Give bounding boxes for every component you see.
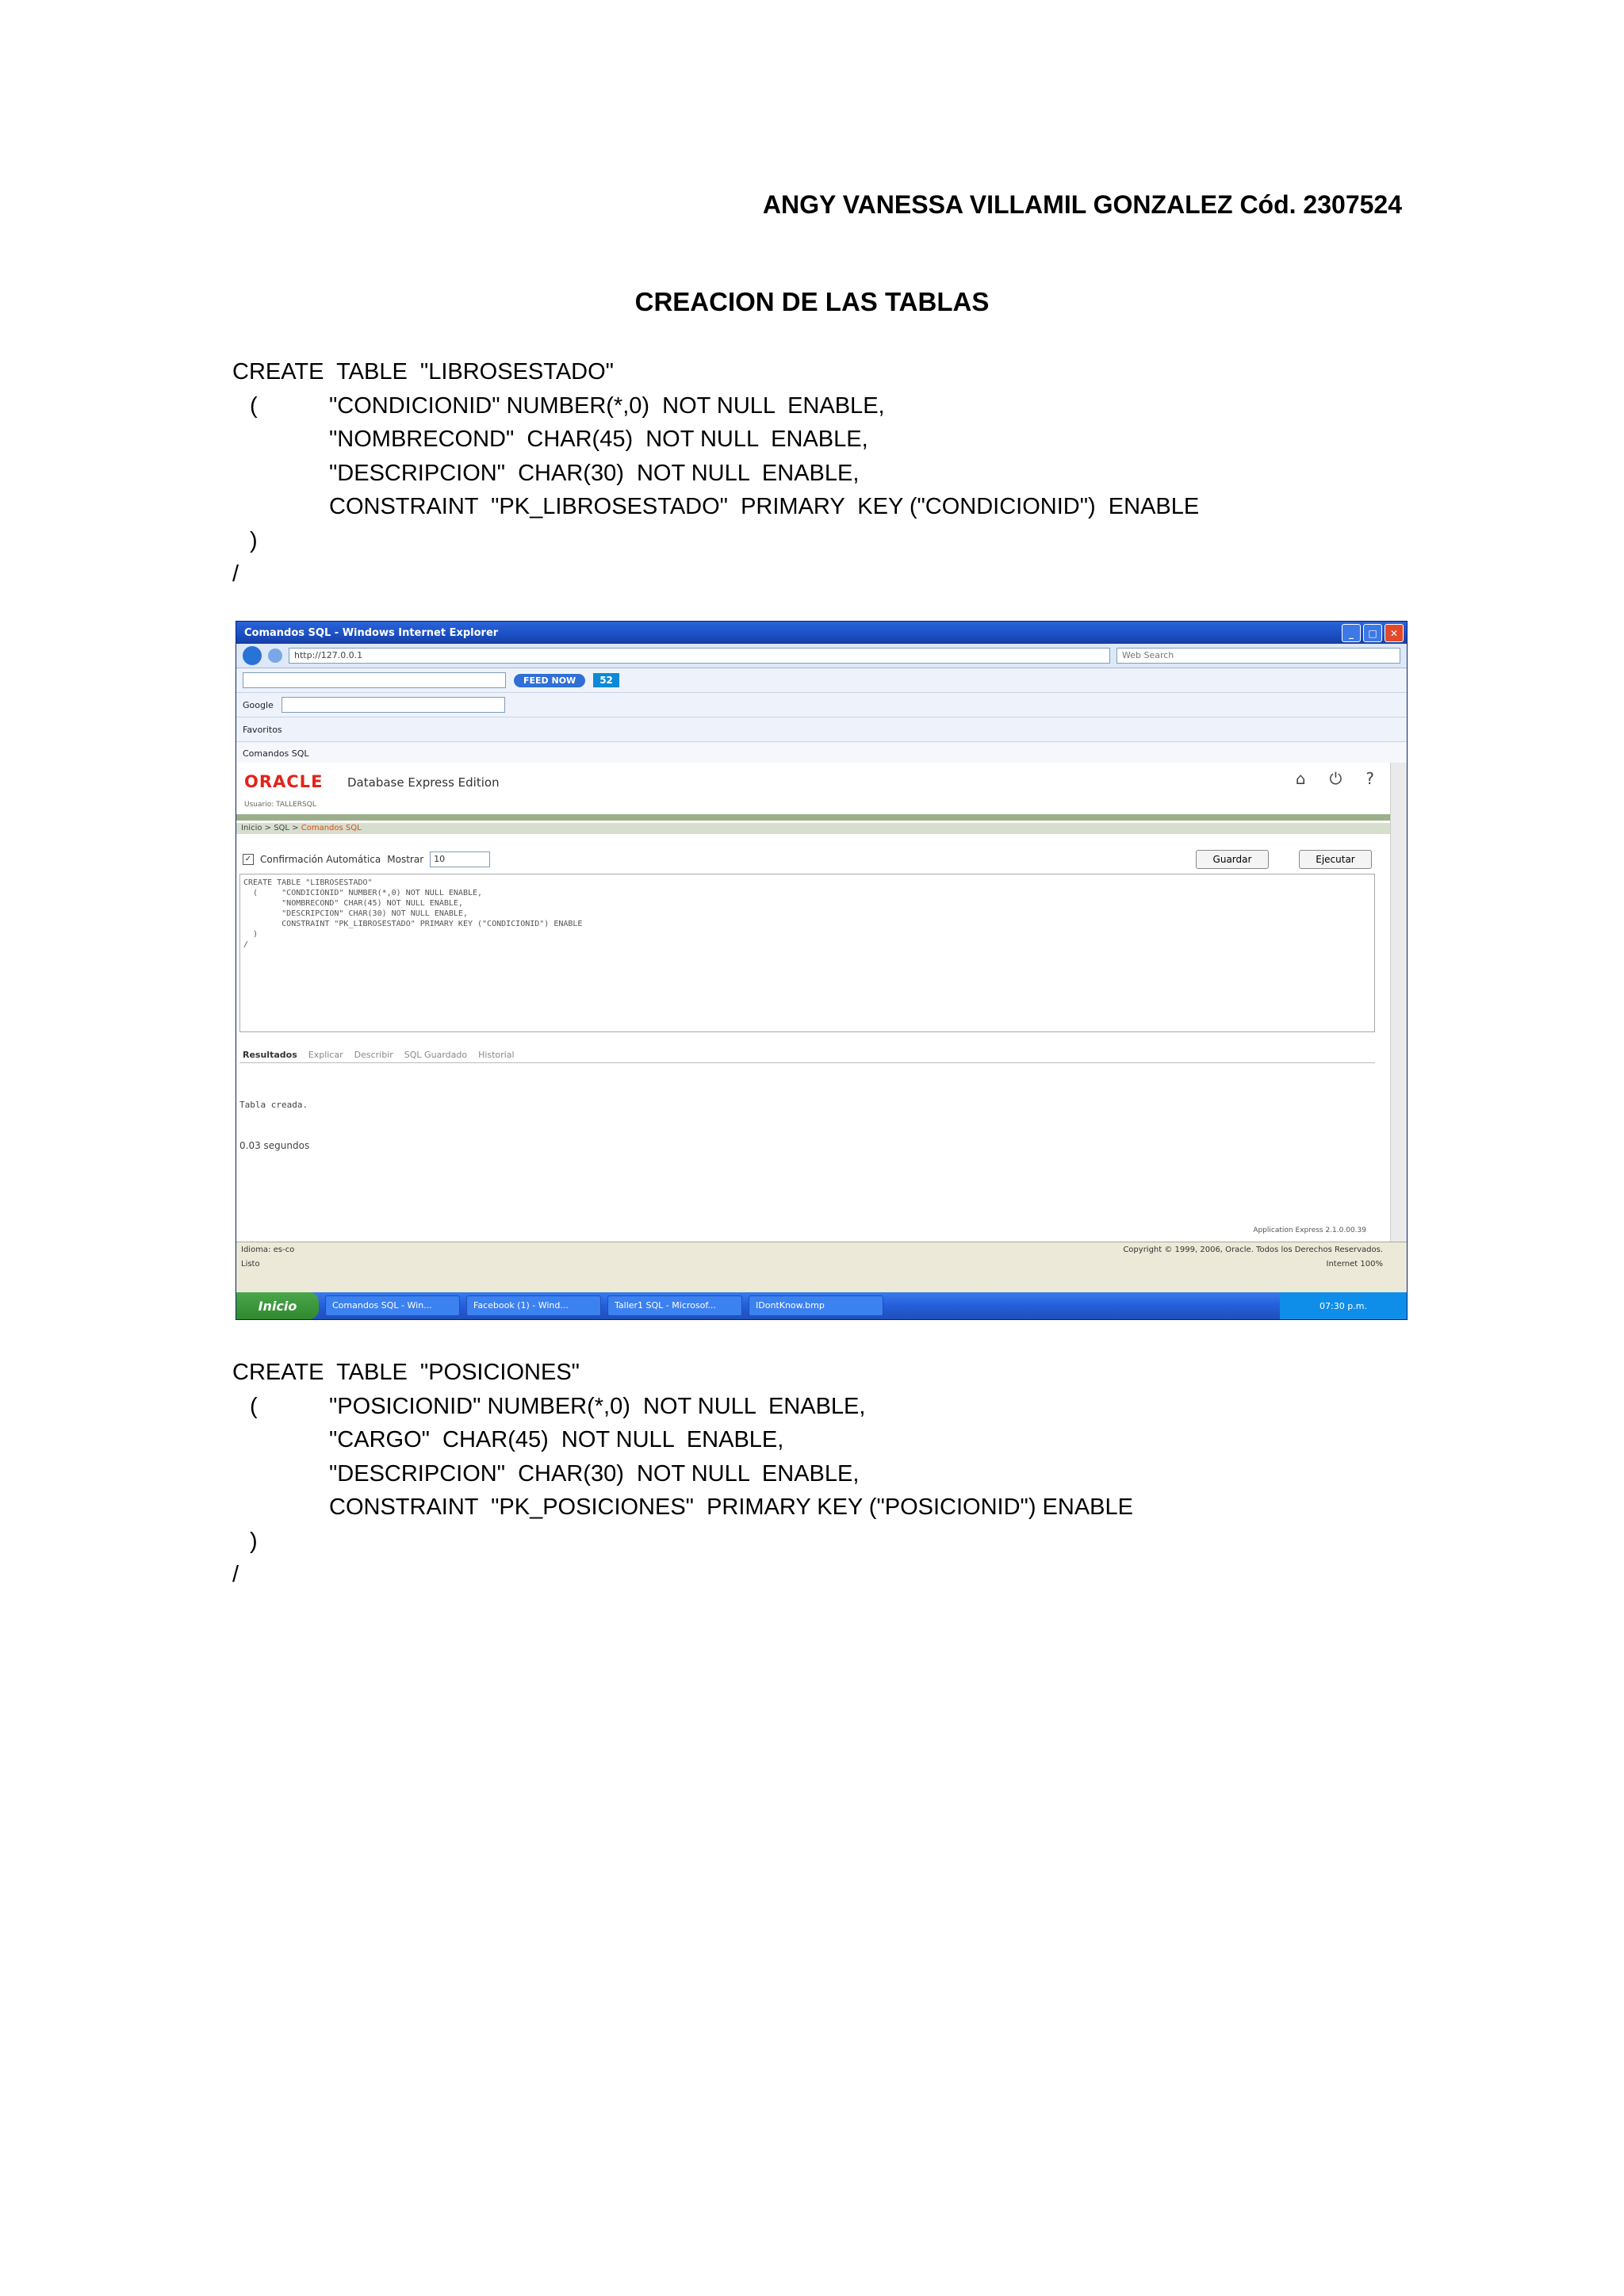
breadcrumb-home[interactable]: Inicio > SQL >: [241, 824, 301, 832]
toolbar-search-input[interactable]: [243, 672, 506, 688]
sql-line: [232, 490, 1199, 524]
editor-line: "NOMBRECOND" CHAR(45) NOT NULL ENABLE,: [243, 899, 463, 908]
back-icon[interactable]: [243, 646, 262, 665]
breadcrumb: [236, 823, 1395, 834]
result-time: 0.03 segundos: [239, 1140, 310, 1151]
sql-line: [232, 423, 1199, 457]
sql-line: [232, 389, 1199, 423]
sql-line: [232, 1457, 1133, 1491]
editor-line: /: [243, 940, 249, 949]
sql-column-line: "DESCRIPCION" CHAR(30) NOT NULL ENABLE,: [329, 460, 860, 486]
vertical-scrollbar[interactable]: [1390, 763, 1407, 1242]
maximize-icon[interactable]: □: [1363, 624, 1382, 642]
editor-line: "DESCRIPCION" CHAR(30) NOT NULL ENABLE,: [243, 909, 468, 918]
section-title: CREACION DE LAS TABLAS: [634, 287, 990, 316]
breadcrumb-current: Comandos SQL: [301, 824, 362, 832]
save-button[interactable]: Guardar: [1196, 850, 1269, 869]
google-search-input[interactable]: [282, 697, 505, 713]
tab-describir[interactable]: Describir: [354, 1050, 393, 1060]
google-toolbar: [236, 693, 1407, 718]
sql-constraint-line: CONSTRAINT "PK_LIBROSESTADO" PRIMARY KEY ("CONDICIONID") ENABLE: [329, 494, 1200, 519]
sql-slash: /: [232, 561, 239, 587]
zone-label: Internet: [1326, 1260, 1358, 1269]
sql-editor[interactable]: [239, 874, 1375, 1032]
sql-column-line: "NOMBRECOND" CHAR(45) NOT NULL ENABLE,: [329, 427, 868, 452]
show-select[interactable]: 10: [430, 851, 490, 867]
toolbar-row-1: [236, 668, 1407, 693]
favorites-bar: [236, 718, 1407, 742]
result-message: Tabla creada.: [239, 1100, 308, 1110]
google-label: Google: [243, 699, 274, 710]
tab-sql-guardado[interactable]: SQL Guardado: [404, 1050, 468, 1060]
sql-line: [232, 1423, 1133, 1457]
window-titlebar: [236, 622, 1407, 644]
copyright-label: Copyright © 1999, 2006, Oracle. Todos los Derechos Reservados.: [1123, 1246, 1383, 1254]
task-item[interactable]: Facebook (1) - Wind...: [466, 1295, 601, 1316]
close-paren: ): [250, 527, 258, 553]
sql-block-librosestado: [232, 355, 1199, 591]
editor-line: CONSTRAINT "PK_LIBROSESTADO" PRIMARY KEY ("CONDICIONID") ENABLE: [243, 920, 583, 928]
clock: 07:30 p.m.: [1320, 1300, 1367, 1311]
oracle-logo: ORACLE: [244, 772, 324, 791]
system-tray: [1280, 1292, 1407, 1319]
favorites-button[interactable]: Favoritos: [243, 724, 282, 735]
zoom-zone: [1327, 1260, 1384, 1269]
task-item[interactable]: Taller1 SQL - Microsof...: [607, 1295, 742, 1316]
page-content: [236, 763, 1390, 1242]
forward-icon[interactable]: [268, 649, 282, 663]
window-title: Comandos SQL - Windows Internet Explorer: [244, 626, 499, 639]
sql-slash: /: [232, 1562, 239, 1587]
sql-block-posiciones: [232, 1356, 1133, 1592]
autocommit-label: Confirmación Automática: [260, 854, 381, 865]
home-icon[interactable]: ⌂: [1295, 769, 1306, 788]
sql-constraint-line: CONSTRAINT "PK_POSICIONES" PRIMARY KEY ("POSICIONID") ENABLE: [329, 1494, 1133, 1520]
results-tabs: [243, 1050, 515, 1060]
sql-line: [232, 1390, 1133, 1424]
address-bar-row: [236, 644, 1407, 668]
status-done: Listo: [241, 1260, 260, 1269]
tab-historial[interactable]: Historial: [478, 1050, 515, 1060]
open-paren: (: [250, 392, 258, 419]
editor-line: ): [243, 930, 259, 939]
run-button[interactable]: Ejecutar: [1299, 850, 1372, 869]
logout-icon[interactable]: ⏻: [1329, 769, 1342, 788]
zoom-label[interactable]: 100%: [1360, 1260, 1383, 1269]
search-input[interactable]: Web Search: [1116, 648, 1400, 664]
sql-line: [232, 457, 1199, 491]
open-paren: (: [250, 1393, 258, 1419]
sql-column-line: "CONDICIONID" NUMBER(*,0) NOT NULL ENABLE,: [329, 392, 885, 419]
editor-line: ( "CONDICIONID" NUMBER(*,0) NOT NULL ENABLE,: [243, 889, 483, 897]
minimize-icon[interactable]: _: [1342, 624, 1361, 642]
start-button[interactable]: Inicio: [236, 1292, 319, 1319]
sql-column-line: "DESCRIPCION" CHAR(30) NOT NULL ENABLE,: [329, 1460, 860, 1487]
sql-line: [232, 1525, 1133, 1559]
results-divider: [239, 1062, 1375, 1063]
browser-screenshot: [236, 621, 1408, 1320]
score-badge: 52: [593, 673, 619, 687]
editor-line: CREATE TABLE "LIBROSESTADO": [243, 878, 373, 887]
close-icon[interactable]: ✕: [1385, 624, 1404, 642]
address-input[interactable]: http://127.0.0.1: [289, 648, 1110, 664]
task-item[interactable]: IDontKnow.bmp: [749, 1295, 883, 1316]
language-label: Idioma: es-co: [241, 1246, 295, 1254]
show-label: Mostrar: [387, 854, 424, 865]
close-paren: ): [250, 1528, 258, 1554]
tab-strip: [236, 742, 1407, 765]
sql-line: [232, 1490, 1133, 1525]
autocommit-checkbox[interactable]: ✓: [243, 854, 254, 865]
tab-comandos-sql[interactable]: Comandos SQL: [243, 748, 309, 759]
taskbar: [236, 1292, 1407, 1319]
version-label: Application Express 2.1.0.00.39: [1253, 1226, 1366, 1234]
task-item[interactable]: Comandos SQL - Win...: [325, 1295, 460, 1316]
product-name: Database Express Edition: [347, 775, 500, 790]
header-divider: [236, 814, 1390, 821]
tab-explicar[interactable]: Explicar: [308, 1050, 343, 1060]
user-label: Usuario: TALLERSQL: [244, 801, 316, 809]
help-icon[interactable]: ?: [1365, 769, 1374, 788]
sql-line: CREATE TABLE "LIBROSESTADO": [232, 359, 614, 385]
sql-line: [232, 524, 1199, 558]
sql-line: CREATE TABLE "POSICIONES": [232, 1360, 580, 1385]
sql-column-line: "POSICIONID" NUMBER(*,0) NOT NULL ENABLE,: [329, 1393, 866, 1419]
tab-resultados[interactable]: Resultados: [243, 1050, 297, 1060]
sql-column-line: "CARGO" CHAR(45) NOT NULL ENABLE,: [329, 1427, 784, 1452]
status-bar: [236, 1242, 1407, 1274]
author-line: ANGY VANESSA VILLAMIL GONZALEZ Cód. 2307524: [762, 190, 1402, 219]
feed-button[interactable]: FEED NOW: [514, 674, 585, 687]
options-row: [243, 851, 490, 867]
